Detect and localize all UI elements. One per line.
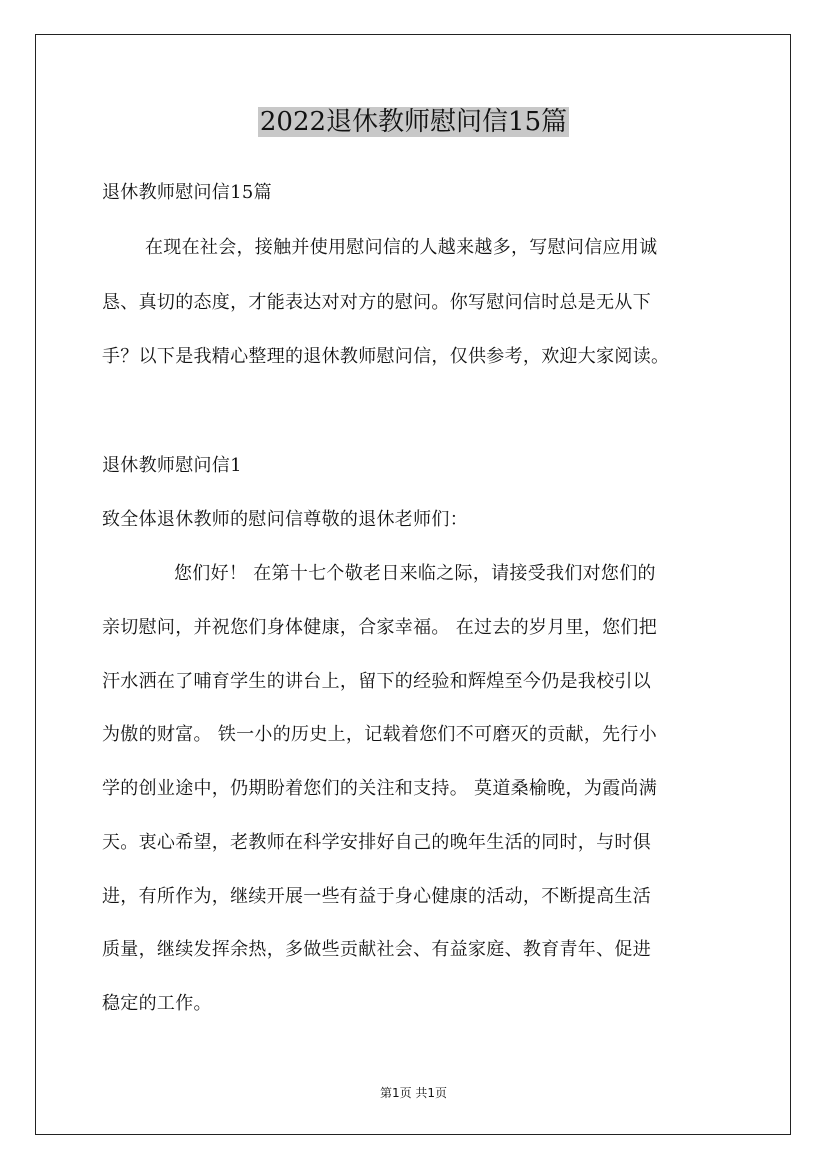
body-line: 学的创业途中，仍期盼着您们的关注和支持。 莫道桑榆晚，为霞尚满 bbox=[102, 778, 658, 799]
body-line: 汗水洒在了哺育学生的讲台上，留下的经验和辉煌至今仍是我校引以 bbox=[102, 671, 651, 692]
intro-line: 在现在社会，接触并使用慰问信的人越来越多，写慰问信应用诚 bbox=[145, 237, 658, 258]
body-line: 稳定的工作。 bbox=[102, 993, 212, 1014]
section-heading: 退休教师慰问信1 bbox=[102, 455, 242, 476]
subtitle: 退休教师慰问信15篇 bbox=[102, 182, 272, 203]
document-title-wrap bbox=[0, 103, 827, 141]
body-line: 质量，继续发挥余热，多做些贡献社会、有益家庭、教育青年、促进 bbox=[102, 939, 651, 960]
body-line: 亲切慰问，并祝您们身体健康，合家幸福。 在过去的岁月里，您们把 bbox=[102, 617, 658, 638]
body-line: 天。衷心希望，老教师在科学安排好自己的晚年生活的同时，与时俱 bbox=[102, 832, 651, 853]
intro-line: 恳、真切的态度，才能表达对对方的慰问。你写慰问信时总是无从下 bbox=[102, 292, 651, 313]
salutation: 致全体退休教师的慰问信尊敬的退休老师们： bbox=[102, 509, 468, 530]
body-line: 为傲的财富。 铁一小的历史上，记载着您们不可磨灭的贡献，先行小 bbox=[102, 724, 658, 745]
document-title: 2022退休教师慰问信15篇 bbox=[259, 107, 568, 137]
intro-line: 手？以下是我精心整理的退休教师慰问信，仅供参考，欢迎大家阅读。 bbox=[102, 346, 670, 367]
body-line: 您们好！ 在第十七个敬老日来临之际，请接受我们对您们的 bbox=[174, 563, 656, 584]
page-footer: 第1页 共1页 bbox=[379, 1086, 448, 1100]
body-line: 进，有所作为，继续开展一些有益于身心健康的活动，不断提高生活 bbox=[102, 886, 651, 907]
